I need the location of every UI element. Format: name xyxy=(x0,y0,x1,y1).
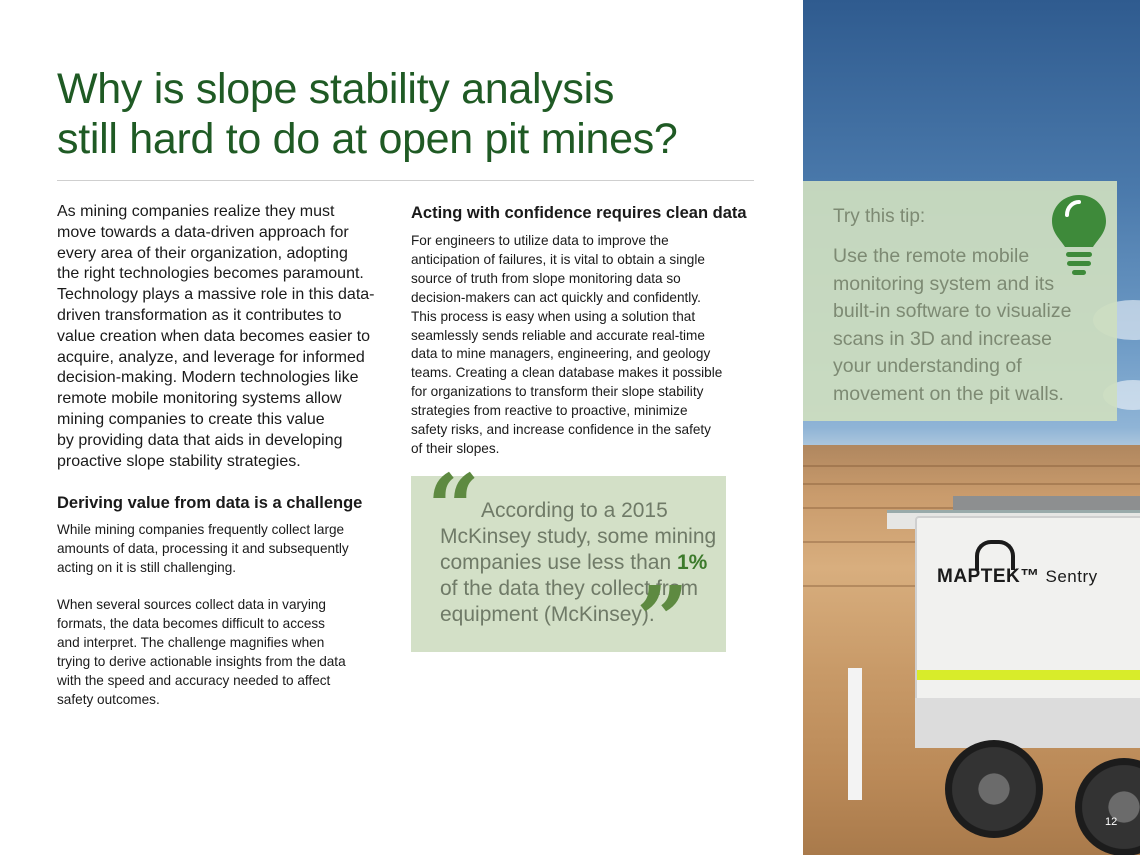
trailer-brand: MAPTEK™ Sentry xyxy=(937,566,1098,587)
intro-line: move towards a data-driven approach for xyxy=(57,223,349,241)
section1-paragraph-2 xyxy=(57,596,392,709)
quote-line: McKinsey study, some mining xyxy=(440,525,717,548)
trailer-underframe xyxy=(915,698,1140,748)
intro-line: Technology plays a massive role in this data- xyxy=(57,286,375,304)
wheel xyxy=(945,740,1043,838)
statistic-highlight: 1% xyxy=(676,551,708,574)
body-line: teams. Creating a clean database makes it possible xyxy=(411,365,723,381)
page-title xyxy=(57,64,757,164)
body-line: source of truth from slope monitoring data so xyxy=(411,270,681,286)
pit-bench xyxy=(803,483,1140,485)
intro-line: by providing data that aids in developing xyxy=(57,431,343,449)
body-line: This process is easy when using a solution that xyxy=(411,308,696,324)
hi-vis-stripe xyxy=(917,670,1140,680)
right-column xyxy=(411,202,751,459)
tip-line: monitoring system and its xyxy=(833,272,1055,295)
trailer-solar-panel xyxy=(953,496,1140,510)
close-quote-icon: ” xyxy=(636,566,689,674)
body-line: of their slopes. xyxy=(411,440,500,456)
body-line: and interpret. The challenge magnifies when xyxy=(57,634,325,650)
quote-line: According to a 2015 xyxy=(481,499,668,522)
intro-paragraph xyxy=(57,202,392,472)
quote-line: equipment (McKinsey). xyxy=(440,603,655,626)
intro-line: As mining companies realize they must xyxy=(57,203,335,220)
body-line: amounts of data, processing it and subsequently xyxy=(57,541,349,557)
tip-line: built-in software to visualize xyxy=(833,300,1072,322)
title-line: Why is slope stability analysis xyxy=(57,65,615,113)
page-number: 12 xyxy=(1105,816,1118,828)
title-line: still hard to do at open pit mines? xyxy=(57,115,678,163)
body-line: seamlessly sends reliable and accurate real-time xyxy=(411,327,705,343)
intro-line: mining companies to create this value xyxy=(57,410,325,428)
brand-name: MAPTEK xyxy=(937,566,1021,587)
intro-line: acquire, analyze, and leverage for informed xyxy=(57,348,365,366)
tip-box xyxy=(803,181,1117,421)
body-line: While mining companies frequently collect large xyxy=(57,522,345,538)
stand-post xyxy=(848,668,862,800)
body-line: For engineers to utilize data to improve the xyxy=(411,233,669,248)
tip-text xyxy=(833,243,1103,408)
body-line: formats, the data becomes difficult to access xyxy=(57,615,325,631)
tip-line: movement on the pit walls. xyxy=(833,382,1064,405)
title-divider xyxy=(57,180,754,181)
body-line: for organizations to transform their slope stability xyxy=(411,384,704,400)
intro-line: driven transformation as it contributes to xyxy=(57,306,342,324)
intro-line: proactive slope stability strategies. xyxy=(57,452,301,470)
intro-line: remote mobile monitoring systems allow xyxy=(57,390,342,408)
intro-line: decision-making. Modern technologies like xyxy=(57,369,359,387)
tip-line: your understanding of xyxy=(833,355,1022,377)
section-heading-clean-data: Acting with confidence requires clean data xyxy=(411,204,747,222)
body-line: anticipation of failures, it is vital to obtain a single xyxy=(411,251,705,267)
intro-line: the right technologies becomes paramount. xyxy=(57,265,364,283)
pull-quote xyxy=(411,454,726,674)
mine-trailer-photo xyxy=(803,0,1140,855)
quote-line-text: companies use less than xyxy=(440,551,677,574)
body-line: safety outcomes. xyxy=(57,691,160,707)
section2-paragraph xyxy=(411,232,751,459)
body-line: When several sources collect data in varying xyxy=(57,597,326,613)
body-line: data to mine managers, engineering, and geology xyxy=(411,346,711,362)
section-heading-deriving-value: Deriving value from data is a challenge xyxy=(57,494,363,513)
brand-product: Sentry xyxy=(1045,567,1098,586)
body-line: decision-makers can act quickly and confidently. xyxy=(411,289,701,305)
body-line: safety risks, and increase confidence in the safety xyxy=(411,422,711,438)
quote-line: of the data they collect from xyxy=(440,577,698,600)
body-line: strategies from reactive to proactive, minimize xyxy=(411,403,688,419)
tip-heading: Try this tip: xyxy=(833,206,926,227)
left-column xyxy=(57,202,392,710)
body-line: acting on it is still challenging. xyxy=(57,560,237,576)
intro-line: every area of their organization, adopting xyxy=(57,244,348,262)
body-line: with the speed and accuracy needed to affect xyxy=(57,672,331,688)
body-line: trying to derive actionable insights from the data xyxy=(57,653,346,669)
section1-paragraph-1 xyxy=(57,521,392,578)
intro-line: value creation when data becomes easier to xyxy=(57,327,371,345)
open-quote-icon: “ xyxy=(427,454,480,562)
tip-line: Use the remote mobile xyxy=(833,245,1030,267)
tip-line: scans in 3D and increase xyxy=(833,327,1052,350)
pit-bench xyxy=(803,465,1140,467)
